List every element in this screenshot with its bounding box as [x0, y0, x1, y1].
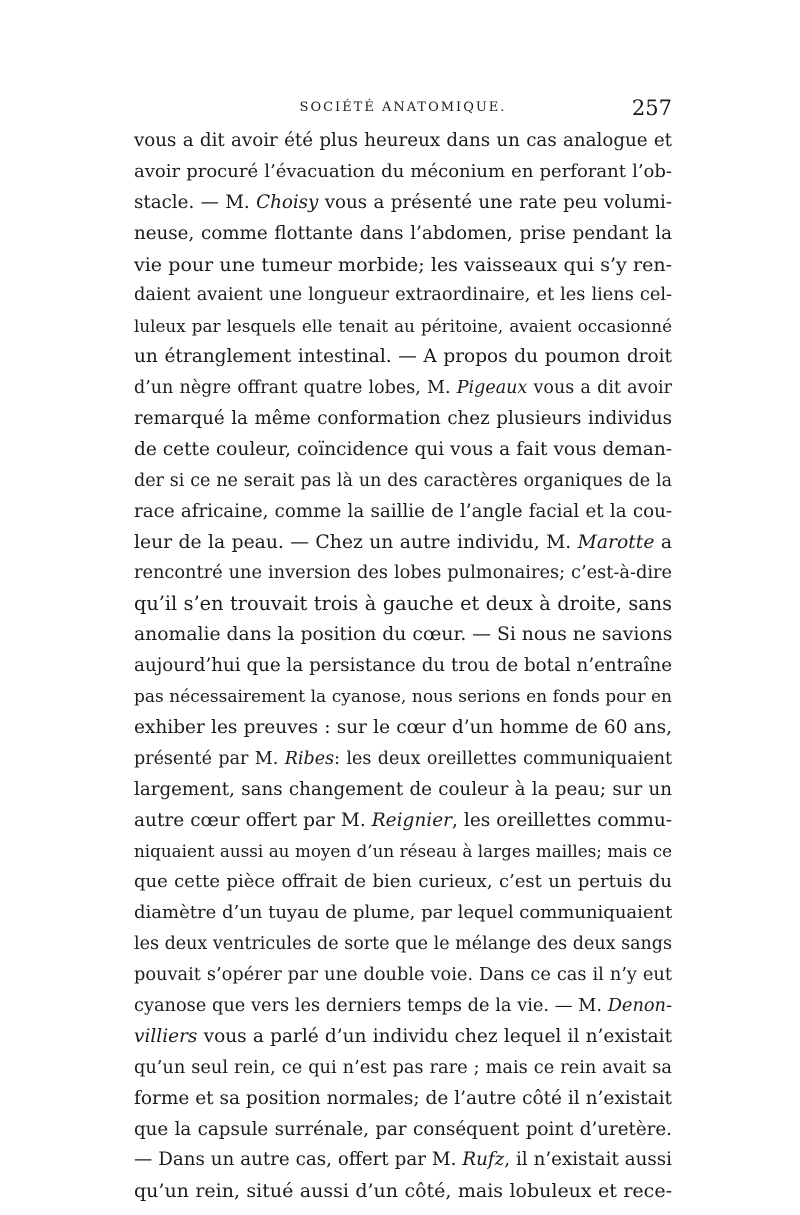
text-line: [134, 188, 672, 219]
text-line: [134, 775, 672, 806]
text-line: [134, 682, 672, 713]
running-head: [134, 96, 672, 122]
text-line: [134, 342, 672, 373]
text-line: [134, 311, 672, 342]
text-segment: a: [654, 531, 673, 553]
text-segment: pouvait s’opérer par une double voie. Dans ce cas il n’y eut: [134, 965, 672, 986]
text-line: [134, 219, 672, 250]
text-segment: vous a présenté une rate peu volumi-: [318, 191, 672, 213]
text-line: [134, 466, 672, 497]
text-line: [134, 1145, 672, 1176]
text-segment: leur de la peau. — Chez un autre individu, M.: [134, 531, 578, 553]
text-line: [134, 1084, 672, 1115]
text-line: [134, 929, 672, 960]
text-line: [134, 589, 672, 620]
italic-name: villiers: [134, 1025, 198, 1047]
text-segment: der si ce ne serait pas là un des caractères organiques de la: [134, 470, 672, 491]
text-segment: neuse, comme flottante dans l’abdomen, prise pendant la: [134, 222, 672, 244]
text-segment: largement, sans changement de couleur à la peau; sur un: [134, 778, 672, 800]
text-line: [134, 806, 672, 837]
text-segment: vous a parlé d’un individu chez lequel il n’existait: [197, 1025, 672, 1047]
text-line: [134, 620, 672, 651]
body-text: [134, 126, 672, 1207]
text-line: [134, 280, 672, 311]
text-segment: diamètre d’un tuyau de plume, par lequel communiquaient: [134, 902, 673, 924]
text-segment: anomalie dans la position du cœur. — Si nous ne savions: [134, 624, 673, 646]
text-segment: avoir procuré l’évacuation du méconium en perforant l’ob-: [134, 160, 672, 182]
text-segment: cyanose que vers les derniers temps de la vie. — M.: [134, 995, 608, 1016]
text-segment: aujourd’hui que la persistance du trou de botal n’entraîne: [134, 655, 672, 677]
italic-name: Reignier: [371, 809, 452, 831]
text-line: [134, 157, 672, 188]
text-segment: d’un nègre offrant quatre lobes, M.: [134, 378, 457, 399]
text-segment: un étranglement intestinal. — A propos du poumon droit: [134, 346, 672, 368]
text-segment: vous a dit avoir: [527, 378, 673, 399]
italic-name: Marotte: [577, 531, 655, 553]
text-segment: niquaient aussi au moyen d’un réseau à larges mailles; mais ce: [134, 841, 672, 862]
italic-name: Ribes: [284, 748, 335, 769]
text-segment: : les deux oreillettes communiquaient: [334, 748, 672, 769]
text-segment: luleux par lesquels elle tenait au péritoine, avaient occasionné: [134, 316, 672, 337]
text-segment: remarqué la même conformation chez plusieurs individus: [134, 408, 672, 430]
text-line: [134, 744, 672, 775]
text-line: [134, 404, 672, 435]
text-line: [134, 898, 672, 929]
italic-name: Pigeaux: [456, 378, 528, 399]
text-line: [134, 558, 672, 589]
text-line: [134, 1176, 672, 1207]
text-line: [134, 836, 672, 867]
text-segment: vous a dit avoir été plus heureux dans un cas analogue et: [134, 130, 672, 151]
running-title: SOCIÉTÉ ANATOMIQUE.: [299, 100, 507, 115]
text-line: [134, 126, 672, 157]
text-segment: daient avaient une longueur extraordinaire, et les liens cel-: [134, 285, 672, 306]
text-segment: race africaine, comme la saillie de l’angle facial et la cou-: [134, 500, 672, 522]
text-segment: — Dans un autre cas, offert par M.: [134, 1149, 463, 1171]
text-line: [134, 1022, 672, 1053]
text-segment: les deux ventricules de sorte que le mélange des deux sangs: [134, 934, 672, 955]
text-segment: pas nécessairement la cyanose, nous serions en fonds pour en: [134, 687, 672, 708]
text-line: [134, 435, 672, 466]
text-segment: de cette couleur, coïncidence qui vous a fait vous deman-: [134, 438, 672, 460]
text-line: [134, 1053, 672, 1084]
italic-name: Rufz: [462, 1149, 505, 1171]
text-segment: rencontré une inversion des lobes pulmonaires; c’est-à-dire: [134, 563, 672, 584]
italic-name: Choisy: [256, 191, 319, 213]
text-segment: que la capsule surrénale, par conséquent point d’uretère.: [134, 1118, 672, 1140]
page-number: 257: [631, 96, 672, 120]
text-line: [134, 867, 672, 898]
text-line: [134, 250, 672, 281]
text-line: [134, 497, 672, 528]
text-line: [134, 960, 672, 991]
text-segment: , les oreillettes commu-: [452, 809, 672, 831]
text-segment: vie pour une tumeur morbide; les vaisseaux qui s’y ren-: [134, 253, 672, 276]
text-segment: qu’un seul rein, ce qui n’est pas rare ; mais ce rein avait sa: [134, 1057, 672, 1078]
text-line: [134, 651, 672, 682]
text-segment: autre cœur offert par M.: [134, 809, 372, 831]
text-line: [134, 1115, 672, 1146]
text-line: [134, 373, 672, 404]
text-segment: que cette pièce offrait de bien curieux, c’est un pertuis du: [134, 871, 672, 893]
text-line: [134, 713, 672, 744]
text-segment: qu’il s’en trouvait trois à gauche et deux à droite, sans: [134, 592, 672, 616]
text-segment: stacle. — M.: [134, 191, 257, 213]
text-line: [134, 528, 672, 559]
text-line: [134, 991, 672, 1022]
text-segment: qu’un rein, situé aussi d’un côté, mais lobuleux et rece-: [134, 1180, 672, 1203]
text-segment: présenté par M.: [134, 748, 285, 769]
text-segment: , il n’existait aussi: [504, 1149, 672, 1171]
italic-name: Denon-: [607, 995, 672, 1016]
text-segment: exhiber les preuves : sur le cœur d’un homme de 60 ans,: [134, 716, 672, 738]
text-segment: forme et sa position normales; de l’autre côté il n’existait: [134, 1087, 672, 1109]
